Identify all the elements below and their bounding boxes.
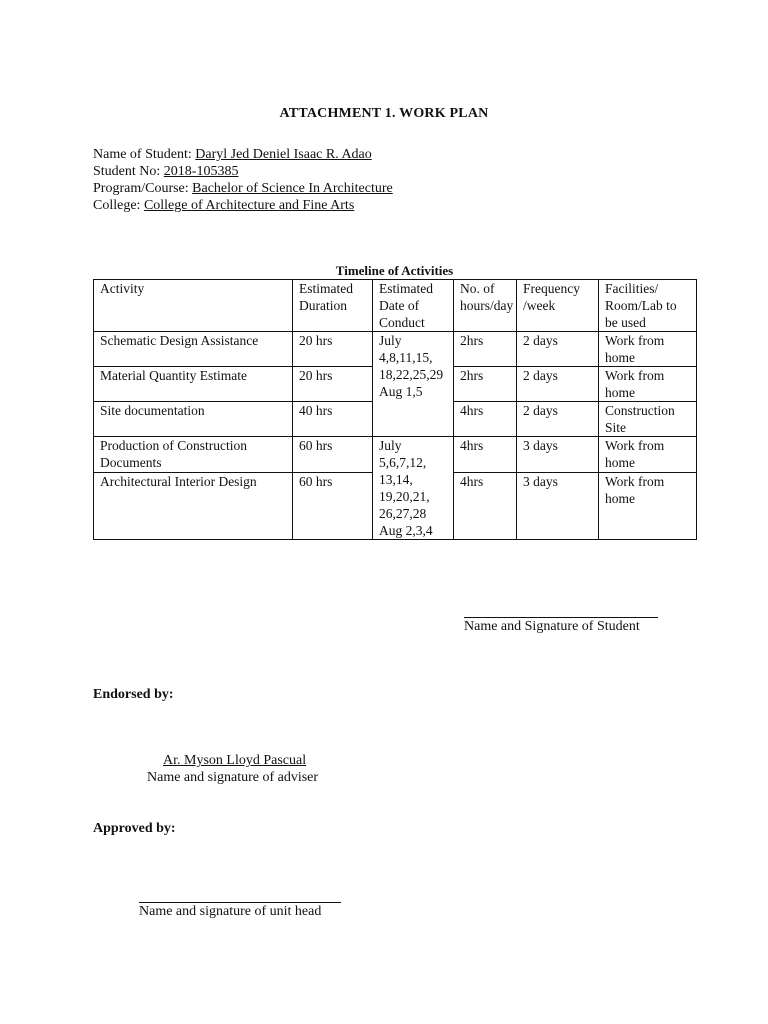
endorsed-by-label: Endorsed by:: [93, 687, 174, 702]
facility-cell: Construction Site: [599, 402, 697, 437]
frequency-cell: 2 days: [517, 367, 599, 402]
program-value: Bachelor of Science In Architecture: [192, 181, 393, 196]
facility-cell: Work from home: [599, 437, 697, 473]
duration-cell: 40 hrs: [293, 402, 373, 437]
header-hours: No. of hours/day: [454, 280, 517, 332]
hours-cell: 4hrs: [454, 437, 517, 473]
activity-cell: Architectural Interior Design: [94, 473, 293, 540]
activity-cell: Production of Construction Documents: [94, 437, 293, 473]
college-value: College of Architecture and Fine Arts: [143, 198, 355, 213]
student-signature-line: [464, 617, 658, 618]
student-name-value: Daryl Jed Deniel Isaac R. Adao: [195, 147, 372, 162]
facility-cell: Work from home: [599, 473, 697, 540]
header-duration: Estimated Duration: [293, 280, 373, 332]
frequency-cell: 2 days: [517, 332, 599, 367]
duration-cell: 60 hrs: [293, 473, 373, 540]
table-row: [94, 437, 697, 473]
header-frequency: Frequency /week: [517, 280, 599, 332]
college-label: College:: [93, 198, 144, 213]
adviser-name: Ar. Myson Lloyd Pascual: [163, 753, 307, 768]
timeline-title: Timeline of Activities: [335, 263, 454, 278]
activity-cell: Site documentation: [94, 402, 293, 437]
program-line: [93, 180, 393, 197]
facility-cell: Work from home: [599, 367, 697, 402]
table-header-row: [94, 280, 697, 332]
activity-cell: Schematic Design Assistance: [94, 332, 293, 367]
hours-cell: 2hrs: [454, 332, 517, 367]
document-title: ATTACHMENT 1. WORK PLAN: [279, 106, 489, 121]
college-line: [93, 197, 354, 214]
table-row: [94, 332, 697, 367]
student-signature-caption: Name and Signature of Student: [464, 619, 640, 634]
student-name-line: [93, 146, 372, 163]
frequency-cell: 2 days: [517, 402, 599, 437]
unit-head-signature-line: [139, 902, 341, 903]
duration-cell: 60 hrs: [293, 437, 373, 473]
header-facilities: Facilities/ Room/Lab to be used: [599, 280, 697, 332]
header-activity: Activity: [94, 280, 293, 332]
student-no-label: Student No:: [93, 164, 164, 179]
facility-cell: Work from home: [599, 332, 697, 367]
duration-cell: 20 hrs: [293, 367, 373, 402]
student-no-value: 2018-105385: [163, 164, 239, 179]
activity-cell: Material Quantity Estimate: [94, 367, 293, 402]
approved-by-label: Approved by:: [93, 821, 176, 836]
adviser-signature-caption: Name and signature of adviser: [147, 770, 319, 785]
timeline-table: [93, 279, 697, 540]
unit-head-signature-caption: Name and signature of unit head: [139, 904, 322, 919]
hours-cell: 4hrs: [454, 473, 517, 540]
hours-cell: 2hrs: [454, 367, 517, 402]
duration-cell: 20 hrs: [293, 332, 373, 367]
hours-cell: 4hrs: [454, 402, 517, 437]
frequency-cell: 3 days: [517, 473, 599, 540]
header-date: Estimated Date of Conduct: [373, 280, 454, 332]
date-cell: July 5,6,7,12, 13,14, 19,20,21, 26,27,28 Aug 2,3,4: [373, 437, 454, 540]
frequency-cell: 3 days: [517, 437, 599, 473]
date-cell: July 4,8,11,15, 18,22,25,29 Aug 1,5: [373, 332, 454, 437]
student-no-line: [93, 163, 238, 180]
program-label: Program/Course:: [93, 181, 193, 196]
student-name-label: Name of Student:: [93, 147, 196, 162]
